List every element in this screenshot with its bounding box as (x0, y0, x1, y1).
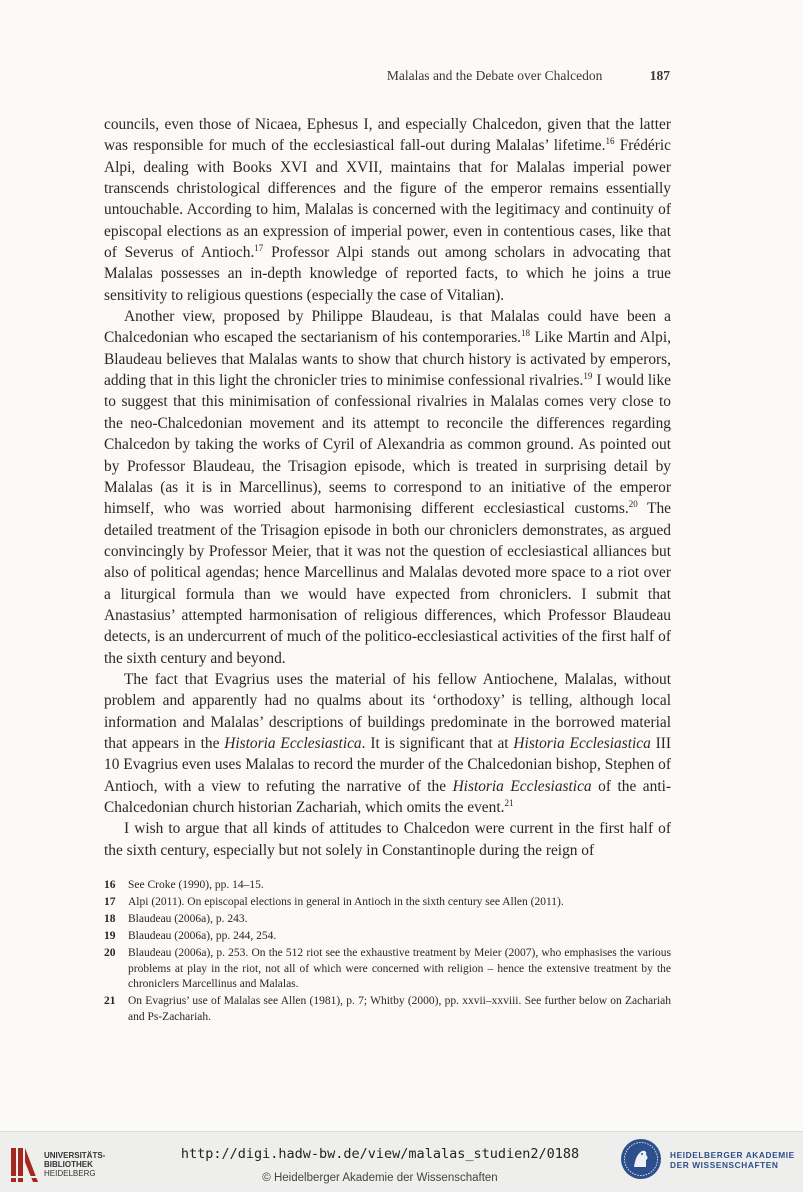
permalink-url[interactable]: http://digi.hadw-bw.de/view/malalas_studien2/0188 (180, 1146, 580, 1162)
footnote-reference[interactable]: 17 (254, 243, 264, 254)
text-run: The detailed treatment of the Trisagion episode in both our chroniclers demonstrates, as argued convincingly by Professor Meier, that it was not the question of ecclesiastical alliances but also of political agendas; hence Marcellinus and Malalas devoted more space to a riot over a liturgical formula than we would have expected from chroniclers. I submit that Anastasius’ attempted harmonisation of religious differences, which Professor Blaudeau detects, is an undercurrent of much of the politico-ecclesiastical activities of the first half of the sixth century and beyond. (104, 500, 671, 667)
hadw-logo-line1: HEIDELBERGER AKADEMIE (670, 1150, 795, 1160)
body-paragraph (104, 306, 671, 669)
text-run: I would like to suggest that this minimisation of confessional rivalries in Malalas comes very close to the neo-Chalcedonian movement and its attempt to reconcile the differences regarding Chalcedon by taking the works of Cyril of Alexandria as common ground. As pointed out by Professor Blaudeau, the Trisagion episode, which is treated in surprising detail by Malalas (as it is in Marcellinus), seems to correspond to an initiative of the emperor himself, who was worried about harmonising different ecclesiastical customs. (104, 372, 671, 518)
copyright-notice: © Heidelberger Akademie der Wissenschaften (262, 1172, 498, 1184)
footnote-number: 17 (104, 895, 116, 908)
footnote-reference[interactable]: 18 (521, 328, 531, 339)
hadw-seal-icon (620, 1138, 662, 1180)
footnote-text: Blaudeau (2006a), p. 243. (128, 912, 248, 925)
text-run: Another view, proposed by Philippe Blaudeau, is that Malalas could have been a Chalcedonian who escaped the sectarianism of his contemporaries. (104, 308, 671, 347)
footnote-text: On Evagrius’ use of Malalas see Allen (1981), p. 7; Whitby (2000), pp. xxvii–xxviii. See further below on Zachariah and Ps-Zachariah. (128, 995, 671, 1023)
text-run: III 10 Evagrius even uses Malalas to record the murder of the Chalcedonian bishop, Stephen of Antioch, with a view to refuting the narrative of the (104, 734, 672, 795)
text-run: I wish to argue that all kinds of attitudes to Chalcedon were current in the first half of the sixth century, especially but not solely in Constantinople during the reign of (104, 820, 671, 859)
running-head-title: Malalas and the Debate over Chalcedon (386, 68, 603, 83)
ub-heidelberg-logo-text (44, 1151, 114, 1178)
running-head (104, 68, 670, 84)
footnote (104, 946, 671, 993)
footnote-number: 20 (104, 946, 116, 959)
footnote-reference[interactable]: 20 (628, 499, 638, 510)
footnote (104, 895, 671, 911)
hadw-logo[interactable] (620, 1138, 800, 1184)
ub-logo-line3: HEIDELBERG (44, 1169, 96, 1178)
ub-logo-line1: UNIVERSITÄTS- (44, 1151, 106, 1160)
ub-logo-line2: BIBLIOTHEK (44, 1160, 93, 1169)
body-paragraph (104, 114, 671, 306)
footnote-reference[interactable]: 19 (583, 371, 593, 382)
body-paragraph (104, 669, 671, 818)
footnote-reference[interactable]: 16 (605, 136, 615, 147)
ub-heidelberg-logo[interactable] (10, 1146, 106, 1186)
footnote-number: 18 (104, 912, 116, 925)
text-run: councils, even those of Nicaea, Ephesus I, and especially Chalcedon, given that the latter was responsible for much of the ecclesiastical fall-out during Malalas’ lifetime. (104, 116, 671, 155)
text-run: Professor Alpi stands out among scholars in advocating that Malalas possesses an in-depth knowledge of reported facts, to which he joins a true sensitivity to religious questions (especially the case of Vitalian). (104, 244, 671, 304)
footnote-text: Alpi (2011). On episcopal elections in general in Antioch in the sixth century see Allen (2011). (128, 895, 564, 908)
text-run: Like Martin and Alpi, Blaudeau believes that Malalas wants to show that church history is activated by emperors, adding that in this light the chronicler tries to minimise confessional rivalries. (104, 329, 671, 390)
hadw-logo-line2: DER WISSENSCHAFTEN (670, 1160, 779, 1170)
italic-title: Historia Ecclesiastica (224, 734, 362, 752)
footnotes (104, 878, 671, 1027)
italic-title: Historia Ecclesiastica (452, 777, 592, 795)
footnote-number: 21 (104, 995, 116, 1008)
text-run: Frédéric Alpi, dealing with Books XVI and XVII, maintains that for Malalas imperial power transcends christological differences and the figure of the emperor remains essentially untouchable. According to him, Malalas is concerned with the legitimacy and continuity of episcopal elections as an expression of imperial power, even in contentious cases, like that of Severus of Antioch. (104, 137, 671, 262)
text-run: The fact that Evagrius uses the material of his fellow Antiochene, Malalas, without problem and apparently had no qualms about its ‘orthodoxy’ is telling, although local information and Malalas’ descriptions of buildings predominate in the borrowed material that appears in the (104, 670, 671, 752)
footnote (104, 912, 671, 928)
footnote-number: 16 (104, 879, 116, 891)
footnote (104, 878, 671, 894)
italic-title: Historia Ecclesiastica (513, 734, 651, 752)
footnote-text: See Croke (1990), pp. 14–15. (128, 879, 264, 891)
body-paragraph (104, 818, 671, 861)
ub-heidelberg-logo-icon (10, 1146, 40, 1184)
text-run: of the anti-Chalcedonian church historian Zachariah, which omits the event. (104, 777, 672, 816)
footnote (104, 929, 671, 945)
hadw-logo-text (670, 1150, 802, 1170)
page-number: 187 (649, 68, 670, 83)
footnote-number: 19 (104, 929, 116, 942)
footnote-reference[interactable]: 21 (504, 798, 514, 808)
footnote-text: Blaudeau (2006a), p. 253. On the 512 riot see the exhaustive treatment by Meier (2007), who emphasises the various problems at play in the riot, not all of which were concerned with religion – hence the extensive treatment by the chroniclers Marcellinus and Malalas. (128, 946, 671, 991)
footnote-text: Blaudeau (2006a), pp. 244, 254. (128, 929, 277, 942)
text-run: . It is significant that at (361, 734, 514, 752)
body-text (104, 114, 671, 861)
footnote (104, 994, 671, 1025)
